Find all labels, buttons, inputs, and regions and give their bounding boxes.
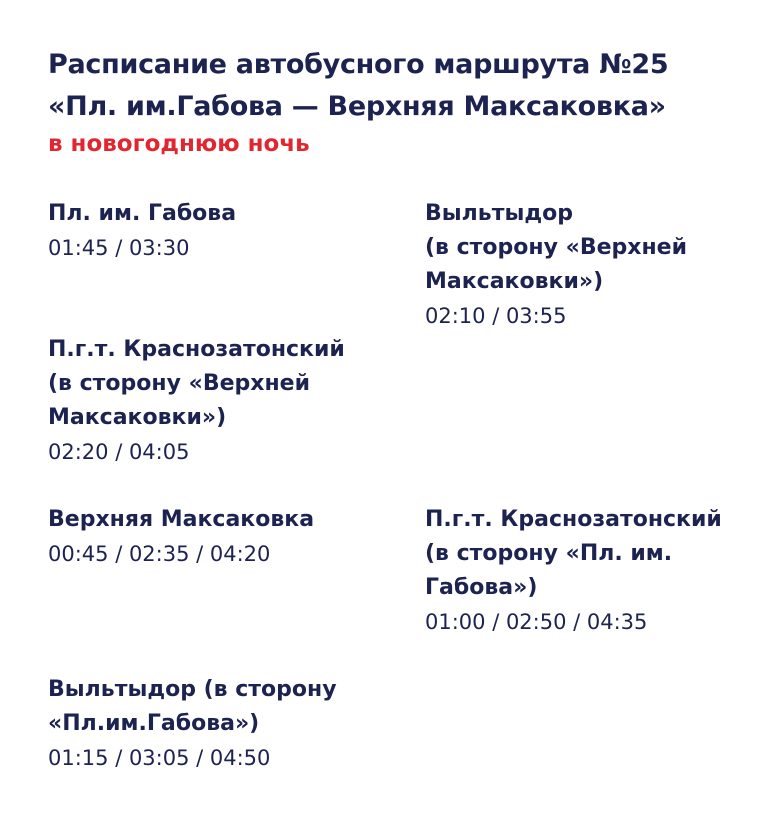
stop-times: 02:20 / 04:05 [48,440,190,464]
stop-name: Верхняя Максаковка [48,507,315,532]
stop-krasnozatonsky-to-gabova [425,503,765,639]
stop-times: 02:10 / 03:55 [425,304,567,328]
stop-verkhnyaya-maksakovka [48,503,314,571]
stop-vyltydor-to-gabova [48,673,388,775]
stop-times: 01:15 / 03:05 / 04:50 [48,746,271,770]
stop-name: П.г.т. Краснозатонский (в сторону «Верхней Максаковки») [48,337,345,430]
stop-name: Выльтыдор (в сторону «Верхней Максаковки») [425,201,687,294]
page-subtitle: в новогоднюю ночь [48,131,310,157]
stop-times: 01:45 / 03:30 [48,236,190,260]
stop-name: Пл. им. Габова [48,201,237,226]
stop-gabova-square [48,197,236,265]
stop-vyltydor-to-verkhnyaya [425,197,755,333]
stop-krasnozatonsky-to-verkhnyaya [48,333,388,469]
schedule-header [48,44,668,160]
page-title-line-2: «Пл. им.Габова — Верхняя Максаковка» [48,91,666,122]
page-title-line-1: Расписание автобусного маршрута №25 [48,49,669,80]
stop-times: 00:45 / 02:35 / 04:20 [48,542,271,566]
stop-name: П.г.т. Краснозатонский (в сторону «Пл. им. Габова») [425,507,722,600]
stop-times: 01:00 / 02:50 / 04:35 [425,610,648,634]
stop-name: Выльтыдор (в сторону «Пл.им.Габова») [48,677,337,736]
